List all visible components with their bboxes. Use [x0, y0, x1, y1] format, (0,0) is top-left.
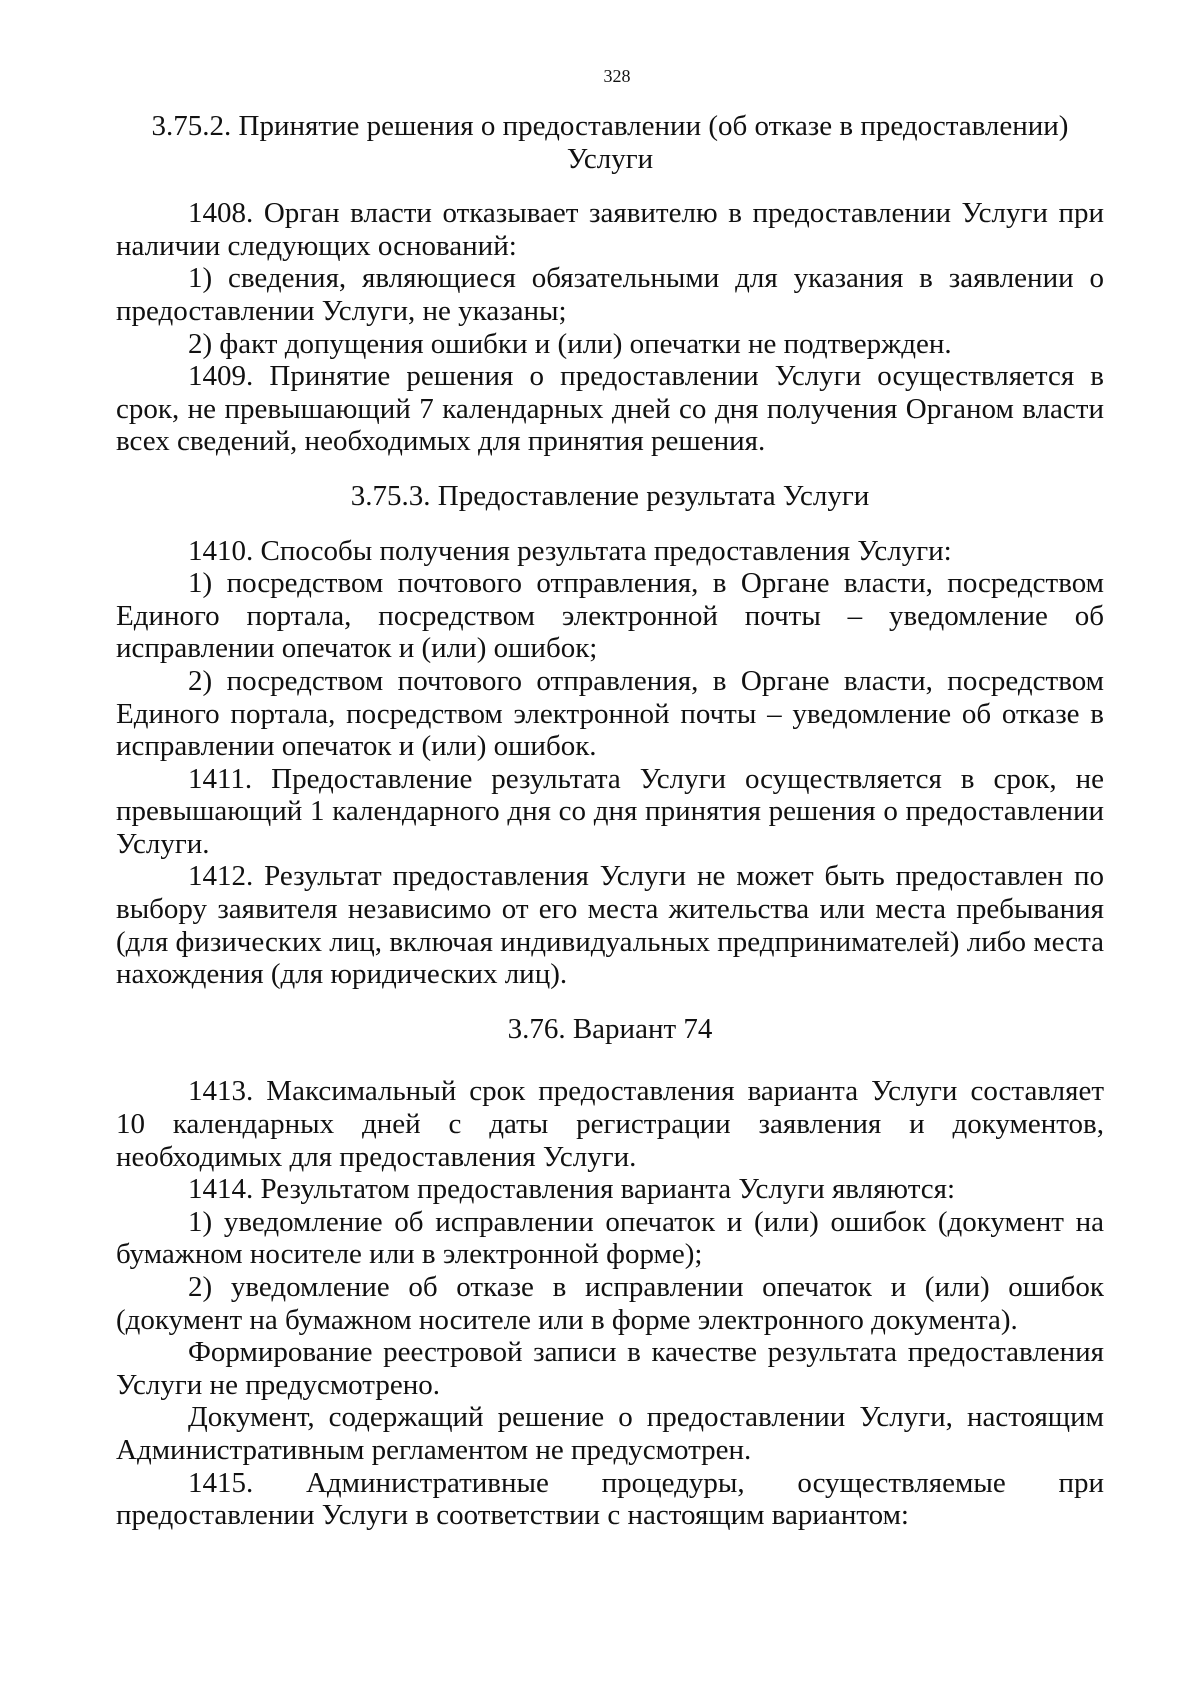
paragraph-1411: 1411. Предоставление результата Услуги осуществляется в срок, не превышающий 1 календарного дня со дня принятия решения о предоставлении Услуги. [116, 762, 1104, 860]
section-heading-3-76: 3.76. Вариант 74 [507, 1012, 713, 1045]
page-number: 328 [603, 66, 631, 86]
paragraph-1410: 1410. Способы получения результата предоставления Услуги: [188, 534, 952, 567]
paragraph-decision-document: Документ, содержащий решение о предоставлении Услуги, настоящим Административным регламентом не предусмотрен. [116, 1401, 1104, 1466]
section-heading-3-75-2: 3.75.2. Принятие решения о предоставлении (об отказе в предоставлении) Услуги [151, 110, 1069, 175]
paragraph-1412: 1412. Результат предоставления Услуги не может быть предоставлен по выбору заявителя независимо от его места жительства или места пребывания (для физических лиц, включая индивидуальных предпринимателей) либо места нахождения (для юридических лиц). [116, 860, 1104, 991]
paragraph-1408-item-1: 1) сведения, являющиеся обязательными для указания в заявлении о предоставлении Услуги, не указаны; [116, 262, 1104, 327]
paragraph-1408: 1408. Орган власти отказывает заявителю в предоставлении Услуги при наличии следующих оснований: [116, 197, 1104, 262]
paragraph-1410-item-2: 2) посредством почтового отправления, в Органе власти, посредством Единого портала, посредством электронной почты – уведомление об отказе в исправлении опечаток и (или) ошибок. [116, 664, 1104, 763]
paragraph-1414-item-1: 1) уведомление об исправлении опечаток и (или) ошибок (документ на бумажном носителе или в электронной форме); [116, 1205, 1104, 1271]
paragraph-1409: 1409. Принятие решения о предоставлении Услуги осуществляется в срок, не превышающий 7 календарных дней со дня получения Органом власти всех сведений, необходимых для принятия решения. [116, 360, 1104, 458]
paragraph-1408-item-2: 2) факт допущения ошибки и (или) опечатки не подтвержден. [188, 327, 952, 360]
paragraph-1410-item-1: 1) посредством почтового отправления, в Органе власти, посредством Единого портала, посредством электронной почты – уведомление об исправлении опечаток и (или) ошибок; [116, 567, 1104, 665]
section-heading-3-75-3: 3.75.3. Предоставление результата Услуги [350, 479, 870, 512]
paragraph-registry-record: Формирование реестровой записи в качестве результата предоставления Услуги не предусмотрено. [116, 1336, 1104, 1401]
paragraph-1414: 1414. Результатом предоставления варианта Услуги являются: [188, 1173, 955, 1206]
paragraph-1414-item-2: 2) уведомление об отказе в исправлении опечаток и (или) ошибок (документ на бумажном носителе или в форме электронного документа). [116, 1271, 1104, 1336]
paragraph-1415: 1415. Административные процедуры, осуществляемые при предоставлении Услуги в соответствии с настоящим вариантом: [116, 1466, 1104, 1532]
paragraph-1413: 1413. Максимальный срок предоставления варианта Услуги составляет 10 календарных дней с даты регистрации заявления и документов, необходимых для предоставления Услуги. [116, 1075, 1104, 1173]
